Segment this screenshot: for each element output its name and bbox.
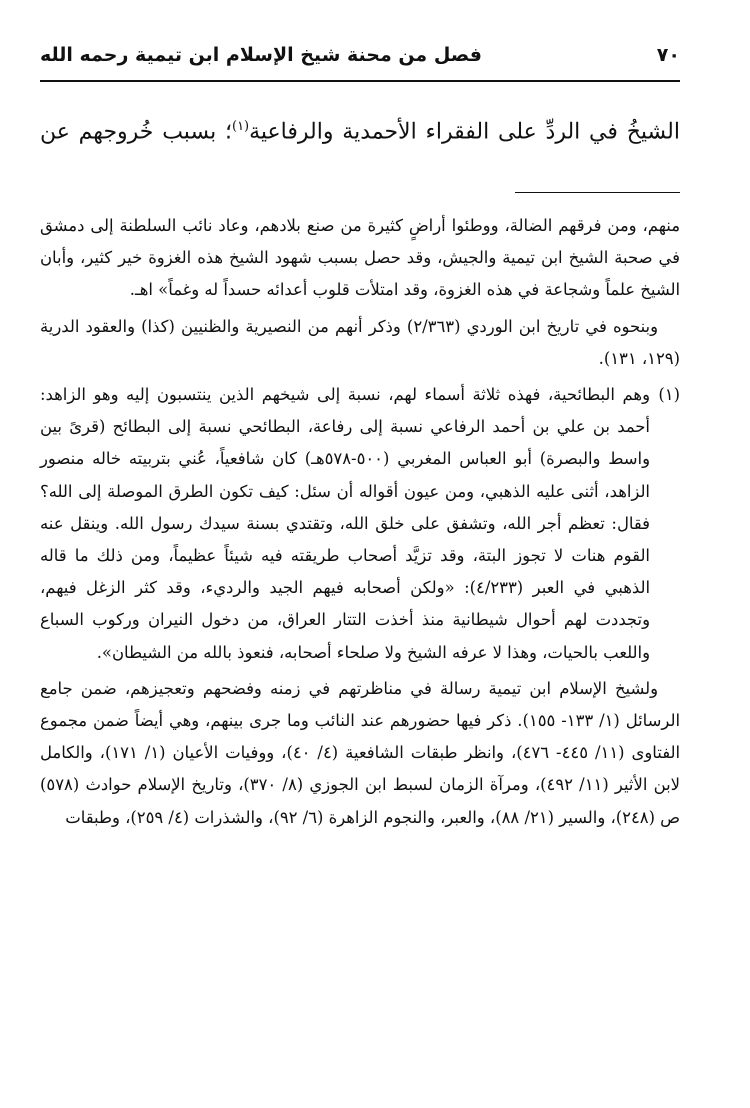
chapter-title: فصل من محنة شيخ الإسلام ابن تيمية رحمه الله xyxy=(40,44,482,66)
header-rule xyxy=(40,80,680,82)
footnote-1 xyxy=(40,379,680,669)
footnote-separator xyxy=(515,192,680,193)
footnote-1-sources: ولشيخ الإسلام ابن تيمية رسالة في مناظرتهم في زمنه وفضحهم وتعجيزهم، ضمن جامع الرسائل (١/ ١٣٣- ١٥٥). ذكر فيها حضورهم عند النائب وما جرى بينهم، وهي أيضاً ضمن مجموع الفتاوى (١١/ ٤٤٥- ٤٧٦)، وانظر طبقات الشافعية (٤/ ٤٠)، ووفيات الأعيان (١/ ١٧١)، والكامل لابن الأثير (١١/ ٤٩٢)، ومرآة الزمان لسبط ابن الجوزي (٨/ ٣٧٠)، وتاريخ الإسلام حوادث (٥٧٨) ص (٢٤٨)، والسير (٢١/ ٨٨)، والعبر، والنجوم الزاهرة (٦/ ٩٢)، والشذرات (٤/ ٢٥٩)، وطبقات xyxy=(40,678,681,827)
running-header xyxy=(40,44,680,74)
footnote-number: (١) xyxy=(658,385,680,405)
page-number: ٧٠ xyxy=(656,44,680,66)
main-text-line-end: ؛ بسبب خُروجهم عن xyxy=(40,119,232,145)
main-text-line: الشيخُ في الردِّ على الفقراء الأحمدية والرفاعية xyxy=(249,119,680,145)
footnote-reference: (١) xyxy=(231,119,250,134)
footnote-related-sources: وبنحوه في تاريخ ابن الوردي (٢/٣٦٣) وذكر أنهم من النصيرية والظنيين (كذا) والعقود الدرية (١٢٩، ١٣١). xyxy=(40,316,680,368)
footnote-1-text: وهم البطائحية، فهذه ثلاثة أسماء لهم، نسبة إلى شيخهم الذين ينتسبون إليه وهو الزاهد: أحمد بن علي بن أحمد الرفاعي نسبة إلى رفاعة، البطائحي نسبة إلى البطائح (قرىً بين واسط والبصرة) أبو العباس المغربي (٥٠٠-٥٧٨هـ) كان شافعياً، عُني بتربيته خاله منصور الزاهد، أثنى عليه الذهبي، ومن عيون أقواله أن سئل: كيف تكون الطرق الموصلة إلى الله؟ فقال: تعظم أجر الله، وتشفق على خلق الله، وتقتدي بسنة سيدك رسول الله. وينقل عنه القوم هنات لا تجوز البتة، وقد تزيَّد أصحاب طريقته فيه شيئاً عظيماً، ومن ذلك ما قاله الذهبي في العبر (٤/٢٣٣): «ولكن أصحابه فيهم الجيد والرديء، وقد كثر الزغل فيهم، وتجددت لهم أحوال شيطانية منذ أخذت التتار العراق، من دخول النيران وركوب السباع واللعب بالحيات، وهذا لا عرفه الشيخ ولا صلحاء أصحابه، فنعوذ بالله من الشيطان». xyxy=(40,385,651,662)
footnotes-section xyxy=(40,210,680,834)
footnote-continuation: منهم، ومن فرقهم الضالة، ووطئوا أراضٍ كثيرة من صنع بلادهم، وعاد نائب السلطنة إلى دمشق في صحبة الشيخ ابن تيمية والجيش، وقد حصل بسبب شهود الشيخ هذه الغزوة خير كثير، وأبان الشيخ علماً وشجاعة في هذه الغزوة، وقد امتلأت قلوب أعدائه حسداً له وغماً» اهـ. xyxy=(40,216,680,300)
main-text xyxy=(40,110,680,149)
